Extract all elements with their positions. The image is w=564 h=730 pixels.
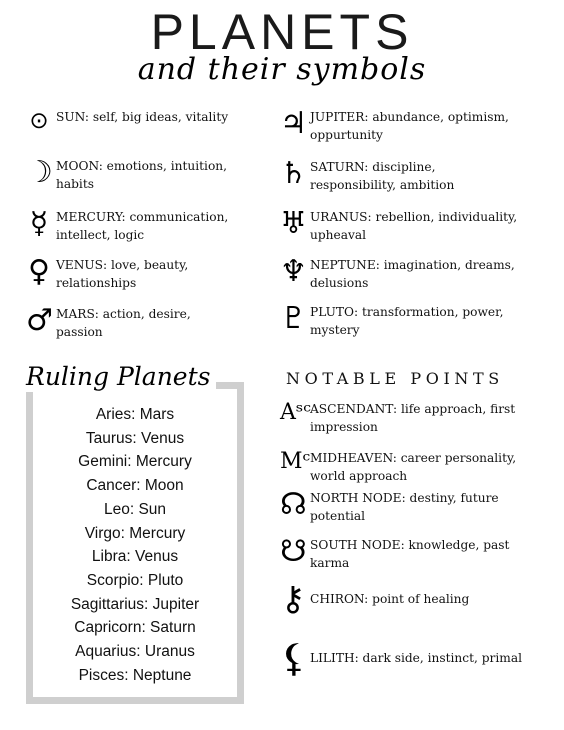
chiron-icon: ⚷ <box>280 579 306 619</box>
list-item: Libra: Venus <box>91 548 179 566</box>
midheaven-icon: Mᶜ <box>280 449 311 474</box>
list-item: Leo: Sun <box>103 500 167 518</box>
ruling-planets-title: Ruling Planets <box>20 362 216 392</box>
planet-description: JUPITER: abundance, optimism, oppurtunity <box>310 110 509 142</box>
neptune-icon: ♆ <box>280 254 307 289</box>
list-item: Pisces: Neptune <box>78 666 192 684</box>
planet-description: PLUTO: transformation, power, mystery <box>310 305 504 337</box>
list-item: Virgo: Mercury <box>84 524 186 542</box>
notable-description: LILITH: dark side, instinct, primal <box>310 651 522 665</box>
planet-description: VENUS: love, beauty, relationships <box>56 258 189 290</box>
planet-entry-saturn <box>280 158 520 194</box>
list-item: Sagittarius: Jupiter <box>70 595 200 613</box>
notable-points-title: NOTABLE POINTS <box>286 369 504 388</box>
north-node-icon: ☊ <box>280 487 307 522</box>
planet-entry-mars <box>26 305 236 341</box>
mars-icon: ♂ <box>26 303 53 338</box>
south-node-icon: ☋ <box>280 534 307 569</box>
planet-entry-sun <box>26 108 236 134</box>
planet-entry-mercury <box>26 208 236 244</box>
planet-description: NEPTUNE: imagination, dreams, delusions <box>310 258 515 290</box>
planet-entry-pluto <box>280 303 520 339</box>
notable-entry-south-node <box>280 536 550 572</box>
list-item: Capricorn: Saturn <box>74 619 196 637</box>
notable-entry-midheaven <box>280 449 550 485</box>
notable-entry-lilith <box>280 636 550 680</box>
planet-description: MARS: action, desire, passion <box>56 307 191 339</box>
list-item: Scorpio: Pluto <box>86 571 184 589</box>
notable-description: CHIRON: point of healing <box>310 592 470 606</box>
list-item: Gemini: Mercury <box>78 453 192 471</box>
notable-entry-north-node <box>280 489 550 525</box>
planet-description: URANUS: rebellion, individuality, upheaval <box>310 210 518 242</box>
planet-entry-moon <box>26 157 236 193</box>
notable-description: MIDHEAVEN: career personality, world approach <box>310 451 517 483</box>
notable-description: NORTH NODE: destiny, future potential <box>310 491 499 523</box>
notable-description: SOUTH NODE: knowledge, past karma <box>310 538 510 570</box>
planet-description: MOON: emotions, intuition, habits <box>56 159 228 191</box>
planet-entry-neptune <box>280 256 520 292</box>
ascendant-icon: Aˢᶜ <box>280 400 311 425</box>
saturn-icon: ♄ <box>280 156 307 191</box>
planet-entry-uranus <box>280 208 520 244</box>
moon-icon: ☽ <box>26 155 53 190</box>
planet-description: SUN: self, big ideas, vitality <box>56 110 229 124</box>
list-item: Aries: Mars <box>95 406 175 423</box>
ruling-planets-list <box>26 403 244 687</box>
page-title: PLANETS <box>150 4 414 60</box>
uranus-icon: ♅ <box>280 206 307 241</box>
planet-entry-venus <box>26 256 236 292</box>
planet-entry-jupiter <box>280 108 520 144</box>
planet-description: MERCURY: communication, intellect, logic <box>56 210 229 242</box>
venus-icon: ♀ <box>28 254 50 289</box>
list-item: Taurus: Venus <box>85 429 185 447</box>
page-subtitle: and their symbols <box>137 52 427 87</box>
list-item: Aquarius: Uranus <box>75 643 195 661</box>
notable-description: ASCENDANT: life approach, first impression <box>310 402 516 434</box>
jupiter-icon: ♃ <box>280 106 307 141</box>
planet-description: SATURN: discipline, responsibility, ambition <box>310 160 455 192</box>
pluto-icon: ♇ <box>280 301 307 336</box>
notable-entry-ascendant <box>280 400 550 436</box>
list-item: Cancer: Moon <box>86 477 184 495</box>
lilith-icon: ⚸ <box>280 636 308 680</box>
mercury-icon: ☿ <box>29 206 49 241</box>
sun-icon: ⊙ <box>29 108 49 134</box>
notable-entry-chiron <box>280 580 550 618</box>
